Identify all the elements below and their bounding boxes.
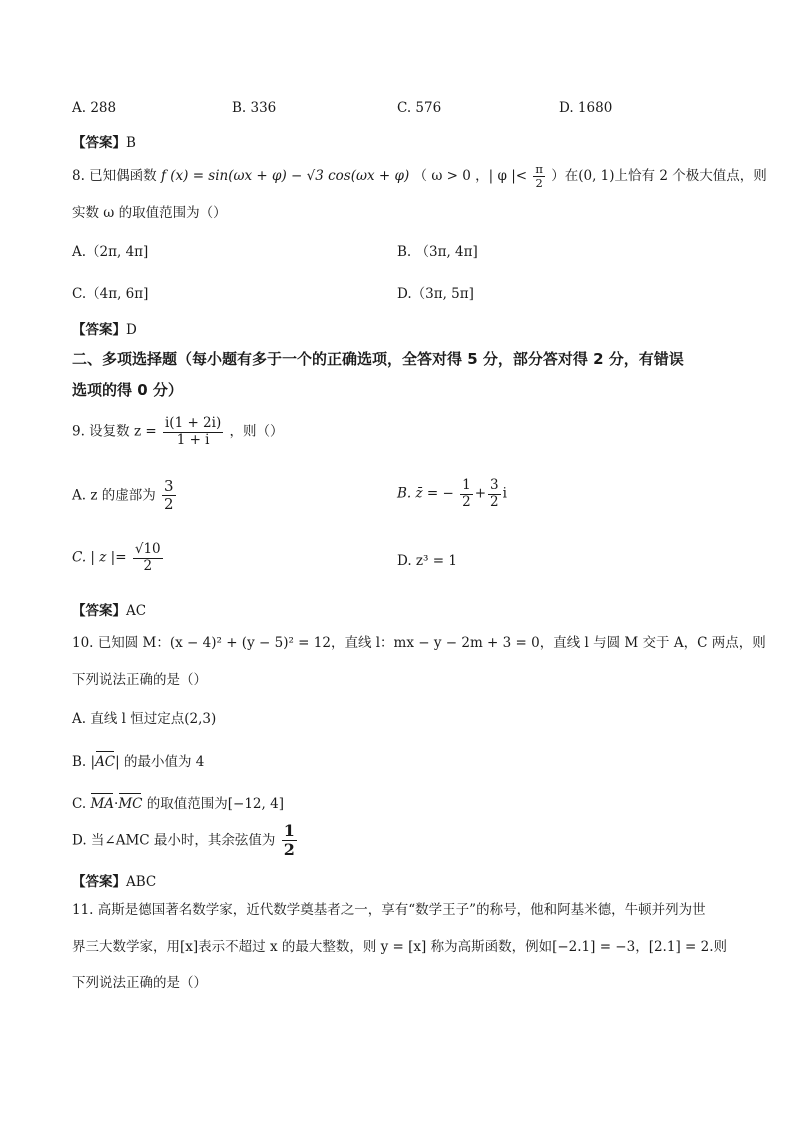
fraction [162,478,176,514]
fraction [133,542,163,574]
imag-unit: i [502,485,507,502]
numerator: 1 [462,477,471,493]
q9-question [72,416,284,448]
option-prefix: C. [72,796,87,812]
plus: + [474,485,487,502]
q10-option-b [72,750,204,770]
q8-condition-2: ）在(0, 1)上恰有 2 个极大值点，则 [551,168,767,185]
option-text: | 的最小值为 4 [115,754,205,770]
q7-option-a: A. 288 [72,100,117,116]
numerator: 3 [164,477,174,495]
denominator: 2 [462,493,471,510]
answer-tag: 【答案】 [72,603,126,619]
numerator: √10 [134,541,161,557]
answer-tag: 【答案】 [72,322,126,338]
q10-option-c [72,792,284,812]
q8-question [72,163,767,190]
q9-answer [72,599,146,619]
vector-ma: MA [90,796,115,812]
q8-answer [72,318,137,338]
q9-option-d: D. z³ = 1 [397,553,457,569]
denominator: 2 [283,840,295,860]
q8-formula: f (x) = sin(ωx + φ) − √3 cos(ωx + φ) [160,168,410,185]
fraction [460,478,473,510]
option-text: D. 当∠AMC 最小时，其余弦值为 [72,832,276,849]
denominator: 2 [490,493,499,510]
fraction [488,478,501,510]
q7-answer [72,131,136,151]
q10-line-2: 下列说法正确的是（） [72,672,207,688]
answer-value: D [126,322,137,338]
option-text: C. | z |= [72,549,127,566]
q8-pi-fraction [533,163,545,190]
q9-fraction [163,416,223,448]
answer-value: AC [126,603,147,619]
denominator: 1 + i [176,431,210,448]
q9-option-a [72,478,178,514]
q9-option-c [72,542,165,574]
dot: · [114,796,119,812]
answer-tag: 【答案】 [72,874,126,890]
q11-question: 11. 高斯是德国著名数学家，近代数学奠基者之一，享有“数学王子”的称号，他和阿基米德，牛顿并列为世 [72,902,706,918]
q11-line-3: 下列说法正确的是（） [72,975,207,991]
q9-prefix: 9. 设复数 z = [72,423,157,440]
q10-option-d [72,822,299,860]
answer-value: B [126,135,136,151]
q7-option-b: B. 336 [232,100,277,116]
q7-option-c: C. 576 [397,100,442,116]
answer-tag: 【答案】 [72,135,126,151]
q10-question: 10. 已知圆 M：(x − 4)² + (y − 5)² = 12，直线 l：mx − y − 2m + 3 = 0，直线 l 与圆 M 交于 A，C 两点，则 [72,635,766,651]
q11-line-2: 界三大数学家，用[x]表示不超过 x 的最大整数，则 y = [x] 称为高斯函数，例如[−2.1] = −3，[2.1] = 2.则 [72,939,727,955]
option-text: A. z 的虚部为 [72,487,156,504]
q8-option-c: C.（4π, 6π] [72,286,149,302]
option-prefix: B. | [72,754,96,770]
fraction [282,822,297,860]
q8-prefix: 8. 已知偶函数 [72,168,157,185]
q9-suffix: ，则（） [229,423,284,440]
q8-condition: （ ω > 0 ，| φ |< [413,168,528,185]
q8-option-b: B. （3π, 4π] [397,244,478,260]
q8-option-a: A.（2π, 4π] [72,244,149,260]
numerator: π [535,162,543,176]
numerator: i(1 + 2i) [164,415,222,431]
section-heading: 二、多项选择题（每小题有多于一个的正确选项，全答对得 5 分，部分答对得 2 分，有错误 [72,350,684,368]
vector-ac: AC [95,754,116,770]
denominator: 2 [164,495,174,514]
option-text: B. z̄ = − [397,485,454,502]
q10-option-a: A. 直线 l 恒过定点(2,3) [72,711,217,727]
option-text: 的取值范围为[−12, 4] [146,796,284,812]
q8-option-d: D.（3π, 5π] [397,286,474,302]
vector-mc: MC [118,796,143,812]
q8-line-2: 实数 ω 的取值范围为（） [72,205,227,221]
q7-option-d: D. 1680 [559,100,613,116]
q9-option-b [397,478,507,510]
denominator: 2 [143,557,153,574]
q10-answer [72,870,156,890]
numerator: 1 [283,821,295,840]
denominator: 2 [535,176,543,191]
answer-value: ABC [126,874,157,890]
section-heading-2: 选项的得 0 分） [72,381,183,399]
numerator: 3 [490,477,499,493]
